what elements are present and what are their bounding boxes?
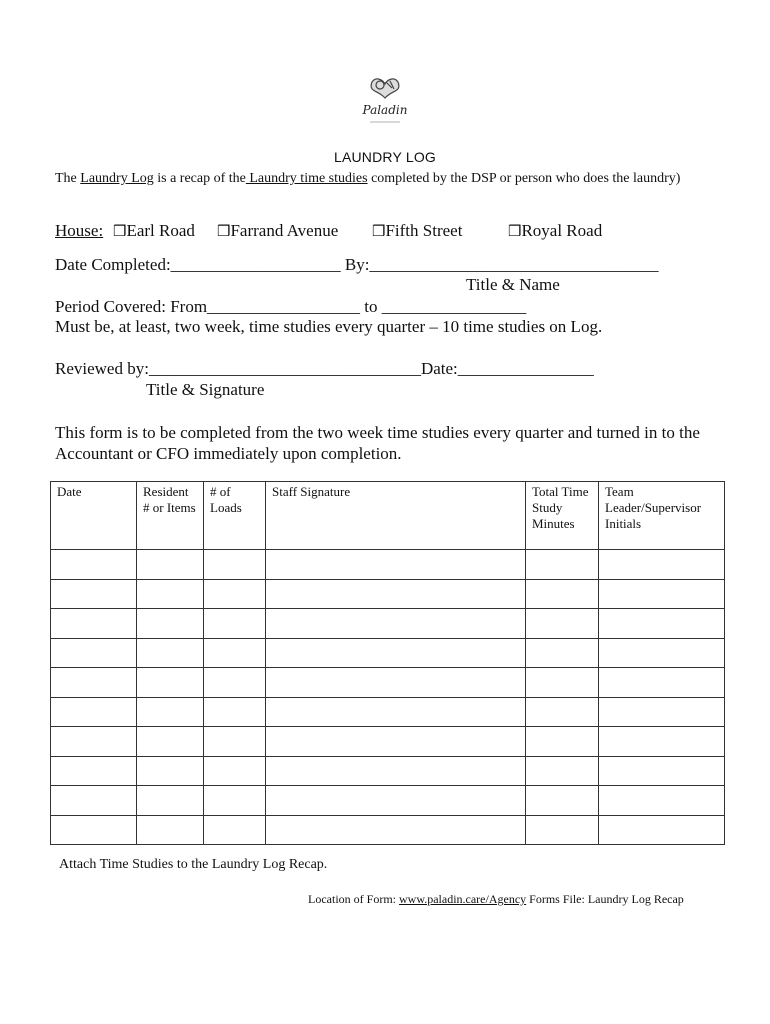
table-cell[interactable] bbox=[599, 668, 725, 698]
table-cell[interactable] bbox=[599, 609, 725, 639]
table-cell[interactable] bbox=[51, 727, 137, 757]
table-cell[interactable] bbox=[599, 697, 725, 727]
table-cell[interactable] bbox=[204, 638, 266, 668]
table-cell[interactable] bbox=[599, 786, 725, 816]
laundry-time-studies-link: Laundry time studies bbox=[245, 171, 368, 186]
table-cell[interactable] bbox=[137, 638, 204, 668]
instruction-text: This form is to be completed from the two week time studies every quarter and turned in to the Accountant or CFO immediately upon completion. bbox=[55, 423, 700, 463]
table-cell[interactable] bbox=[204, 579, 266, 609]
table-cell[interactable] bbox=[526, 786, 599, 816]
table-cell[interactable] bbox=[137, 815, 204, 845]
header-staff-signature: Staff Signature bbox=[266, 482, 526, 550]
table-body bbox=[51, 550, 725, 845]
table-cell[interactable] bbox=[51, 579, 137, 609]
table-cell[interactable] bbox=[137, 756, 204, 786]
table-cell[interactable] bbox=[526, 579, 599, 609]
table-cell[interactable] bbox=[599, 815, 725, 845]
table-cell[interactable] bbox=[599, 756, 725, 786]
table-cell[interactable] bbox=[266, 668, 526, 698]
table-cell[interactable] bbox=[51, 550, 137, 580]
table-cell[interactable] bbox=[51, 697, 137, 727]
table-row bbox=[51, 727, 725, 757]
intro-text: The Laundry Log is a recap of the Laundry time studies completed by the DSP or person who does the laundry) bbox=[55, 171, 681, 186]
house-option-farrand-avenue[interactable]: ❒Farrand Avenue bbox=[217, 221, 339, 240]
table-cell[interactable] bbox=[51, 668, 137, 698]
table-row bbox=[51, 609, 725, 639]
table-cell[interactable] bbox=[137, 579, 204, 609]
table-row bbox=[51, 579, 725, 609]
form-title: LAUNDRY LOG bbox=[333, 149, 437, 165]
table-cell[interactable] bbox=[266, 786, 526, 816]
table-cell[interactable] bbox=[266, 550, 526, 580]
table-cell[interactable] bbox=[266, 638, 526, 668]
house-option-fifth-street[interactable]: ❒Fifth Street bbox=[372, 221, 463, 240]
table-cell[interactable] bbox=[137, 550, 204, 580]
table-cell[interactable] bbox=[526, 638, 599, 668]
checkbox-icon[interactable]: ❒ bbox=[217, 222, 231, 240]
table-row bbox=[51, 756, 725, 786]
date-completed-line: Date Completed:____________________ By:__________________________________ bbox=[55, 255, 659, 274]
header-resident: Resident # or Items bbox=[137, 482, 204, 550]
laundry-log-link: Laundry Log bbox=[80, 171, 154, 186]
form-location: Location of Form: www.paladin.care/Agency Forms File: Laundry Log Recap bbox=[308, 892, 684, 906]
header-team-leader: Team Leader/Supervisor Initials bbox=[599, 482, 725, 550]
table-row bbox=[51, 786, 725, 816]
table-cell[interactable] bbox=[266, 756, 526, 786]
reviewed-by-line: Reviewed by:________________________________Date:________________ bbox=[55, 359, 594, 378]
table-cell[interactable] bbox=[51, 638, 137, 668]
checkbox-icon[interactable]: ❒ bbox=[508, 222, 522, 240]
table-cell[interactable] bbox=[137, 668, 204, 698]
table-row bbox=[51, 697, 725, 727]
table-cell[interactable] bbox=[137, 697, 204, 727]
table-cell[interactable] bbox=[599, 727, 725, 757]
table-row bbox=[51, 638, 725, 668]
table-cell[interactable] bbox=[266, 579, 526, 609]
table-cell[interactable] bbox=[526, 697, 599, 727]
table-row bbox=[51, 550, 725, 580]
table-cell[interactable] bbox=[526, 815, 599, 845]
table-cell[interactable] bbox=[266, 697, 526, 727]
table-cell[interactable] bbox=[526, 727, 599, 757]
table-cell[interactable] bbox=[204, 756, 266, 786]
table-cell[interactable] bbox=[51, 786, 137, 816]
table-cell[interactable] bbox=[204, 786, 266, 816]
by-caption: Title & Name bbox=[466, 275, 560, 294]
table-cell[interactable] bbox=[266, 727, 526, 757]
checkbox-icon[interactable]: ❒ bbox=[372, 222, 386, 240]
header-date: Date bbox=[51, 482, 137, 550]
table-cell[interactable] bbox=[204, 609, 266, 639]
table-cell[interactable] bbox=[526, 550, 599, 580]
header-loads: # of Loads bbox=[204, 482, 266, 550]
checkbox-icon[interactable]: ❒ bbox=[113, 222, 127, 240]
table-cell[interactable] bbox=[51, 815, 137, 845]
table-cell[interactable] bbox=[526, 668, 599, 698]
table-cell[interactable] bbox=[266, 815, 526, 845]
requirement-note: Must be, at least, two week, time studies every quarter – 10 time studies on Log. bbox=[55, 317, 603, 336]
attach-note: Attach Time Studies to the Laundry Log Recap. bbox=[59, 857, 328, 872]
table-row bbox=[51, 815, 725, 845]
table-row bbox=[51, 668, 725, 698]
period-covered-line: Period Covered: From__________________ to _________________ bbox=[55, 297, 527, 316]
table-cell[interactable] bbox=[137, 609, 204, 639]
reviewed-caption: Title & Signature bbox=[146, 380, 265, 399]
table-cell[interactable] bbox=[526, 609, 599, 639]
house-label: House: bbox=[55, 221, 104, 240]
table-cell[interactable] bbox=[526, 756, 599, 786]
header-total-minutes: Total Time Study Minutes bbox=[526, 482, 599, 550]
table-cell[interactable] bbox=[266, 609, 526, 639]
paladin-logo bbox=[356, 72, 414, 130]
table-cell[interactable] bbox=[599, 550, 725, 580]
house-option-royal-road[interactable]: ❒Royal Road bbox=[508, 221, 603, 240]
house-selector bbox=[55, 221, 675, 243]
table-cell[interactable] bbox=[599, 579, 725, 609]
svg-text:Paladin: Paladin bbox=[362, 103, 408, 117]
table-cell[interactable] bbox=[137, 786, 204, 816]
table-cell[interactable] bbox=[51, 609, 137, 639]
location-link[interactable]: www.paladin.care/Agency bbox=[398, 892, 527, 906]
table-cell[interactable] bbox=[137, 727, 204, 757]
table-cell[interactable] bbox=[204, 727, 266, 757]
table-header-row bbox=[51, 482, 725, 550]
house-option-earl-road[interactable]: ❒Earl Road bbox=[113, 221, 195, 240]
table-cell[interactable] bbox=[204, 815, 266, 845]
table-cell[interactable] bbox=[599, 638, 725, 668]
table-cell[interactable] bbox=[204, 697, 266, 727]
table-cell[interactable] bbox=[51, 756, 137, 786]
laundry-log-table bbox=[50, 481, 725, 845]
table-cell[interactable] bbox=[204, 550, 266, 580]
table-cell[interactable] bbox=[204, 668, 266, 698]
